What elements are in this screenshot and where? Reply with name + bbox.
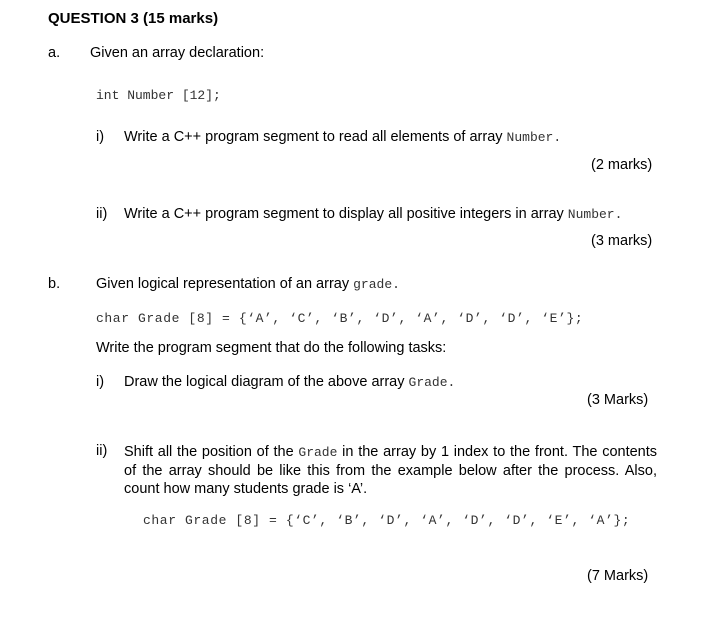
part-b-ii-text-1: Shift all the position of the	[124, 444, 299, 460]
part-b-ii-number: ii)	[96, 443, 108, 459]
part-b-ii-text-2: in the array by 1 index to the front. The contents of the array should be like this from the example below after the process. Also, count how many students grade is ‘A’.	[124, 444, 658, 497]
question-title: QUESTION 3 (15 marks)	[48, 10, 219, 27]
part-a-label: a.	[48, 45, 61, 61]
part-a-i-code: Number.	[506, 130, 562, 145]
part-a-ii-text: Write a C++ program segment to display all positive integers in array	[124, 206, 568, 222]
part-a-i-line	[124, 129, 561, 145]
part-a-ii-marks: (3 marks)	[591, 233, 653, 249]
part-a-ii-code: Number.	[567, 207, 623, 222]
part-b-intro: Given logical representation of an array	[96, 276, 354, 292]
part-b-i-marks: (3 Marks)	[587, 392, 649, 408]
part-a-code: int Number [12];	[96, 88, 221, 103]
part-b-ii-paragraph	[124, 443, 657, 498]
part-b-i-number: i)	[96, 374, 105, 390]
part-a-i-text: Write a C++ program segment to read all elements of array	[124, 129, 507, 145]
part-a-i-marks: (2 marks)	[591, 157, 653, 173]
part-a-ii-number: ii)	[96, 206, 108, 222]
part-a-i-number: i)	[96, 129, 105, 145]
part-b-i-text: Draw the logical diagram of the above array	[124, 374, 409, 390]
part-b-ii-code: Grade	[298, 445, 338, 460]
part-b-ii-example-code: char Grade [8] = {‘C’, ‘B’, ‘D’, ‘A’, ‘D’, ‘D’, ‘E’, ‘A’};	[143, 513, 631, 528]
part-b-ii-marks: (7 Marks)	[587, 568, 649, 584]
part-b-label: b.	[48, 276, 61, 292]
part-b-intro-code: grade.	[353, 277, 400, 292]
part-b-code: char Grade [8] = {‘A’, ‘C’, ‘B’, ‘D’, ‘A’, ‘D’, ‘D’, ‘E’};	[96, 311, 584, 326]
part-b-i-code: Grade.	[408, 375, 456, 390]
part-a-ii-line	[124, 206, 622, 222]
part-b-i-line	[124, 374, 455, 390]
part-b-intro-line	[96, 276, 400, 292]
part-b-task-intro: Write the program segment that do the following tasks:	[96, 340, 447, 356]
part-a-intro: Given an array declaration:	[90, 45, 265, 61]
